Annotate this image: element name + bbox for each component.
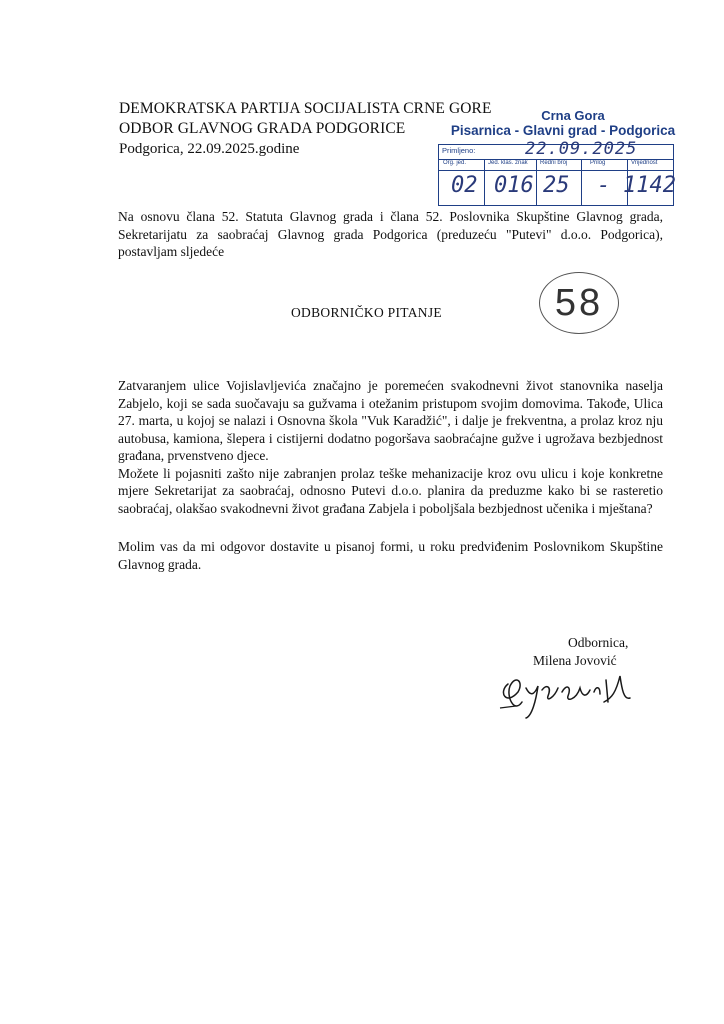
stamp-value: 25 — [543, 173, 570, 198]
registry-stamp-header — [438, 108, 688, 139]
organization-name: DEMOKRATSKA PARTIJA SOCIJALISTA CRNE GORE — [119, 100, 492, 117]
signatory-name: Milena Jovović — [533, 653, 617, 668]
registry-stamp — [438, 139, 676, 206]
body-paragraph: Možete li pojasniti zašto nije zabranjen prolaz teške mehanizacije kroz ovu ulicu i koje konkretne mjere Sekretarijat za saobraćaj, odnosno Putevi d.o.o. planira da preduzme kako bi se rasteretio saobraćaj, olakšao svakodnevni život građana Zabjela i poboljšala bezbjednost učenika i mještana? — [118, 465, 663, 516]
stamp-col-label: Prilog — [590, 160, 606, 166]
stamp-office: Pisarnica - Glavni grad - Podgorica — [450, 123, 676, 138]
stamp-received-label: Primljeno: — [442, 146, 476, 155]
document-title: ODBORNIČKO PITANJE — [291, 305, 442, 320]
stamp-value: - — [597, 173, 611, 198]
stamp-value: 1142 — [623, 173, 676, 198]
stamp-col-label: Org. jed. — [443, 160, 467, 166]
body-paragraph: Zatvaranjem ulice Vojislavljevića značajno je poremećen svakodnevni život stanovnika naselja Zabjelo, koji se sada suočavaju sa gužvama i otežanim pristupom svojim domovima. Takođe, Ulica 27. marta, u kojoj se nalazi i Osnovna škola "Vuk Karadžić", i dalje je frekventna, a prolaz kroz nju autobusa, kamiona, šlepera i cistijerni dodatno pogoršava saobraćajne gužve i ugrožava bezbjednost građana, prvenstveno djece. — [118, 378, 663, 463]
committee-name: ODBOR GLAVNOG GRADA PODGORICE — [119, 120, 406, 137]
stamp-received-date: 22.09.2025 — [525, 139, 638, 159]
stamp-value: 016 — [494, 173, 534, 198]
stamp-column-labels — [439, 159, 673, 171]
letterhead — [119, 99, 492, 159]
document-date: Podgorica, 22.09.2025.godine — [119, 141, 300, 157]
question-body — [118, 377, 663, 517]
stamp-col-label: Jed. klas. znak — [488, 160, 528, 166]
stamp-received-row — [439, 139, 673, 160]
stamp-col-label: Redni broj — [540, 160, 568, 166]
closing-paragraph: Molim vas da mi odgovor dostavite u pisanoj formi, u roku predviđenim Poslovnikom Skupštine Glavnog grada. — [118, 539, 663, 572]
intro-paragraph: Na osnovu člana 52. Statuta Glavnog grada i člana 52. Poslovnika Skupštine Glavnog grada, Sekretarijatu za saobraćaj Glavnog grada Podgorica (preduzeću "Putevi" d.o.o. Podgorica), postavljam sljedeće — [118, 209, 663, 259]
stamp-col-label: Vrijednost — [631, 160, 658, 166]
stamp-value: 02 — [451, 173, 478, 198]
stamp-country: Crna Gora — [541, 108, 605, 123]
signatory-role: Odbornica, — [568, 635, 629, 650]
case-number-circle: 58 — [539, 272, 619, 334]
handwritten-signature — [496, 662, 636, 722]
